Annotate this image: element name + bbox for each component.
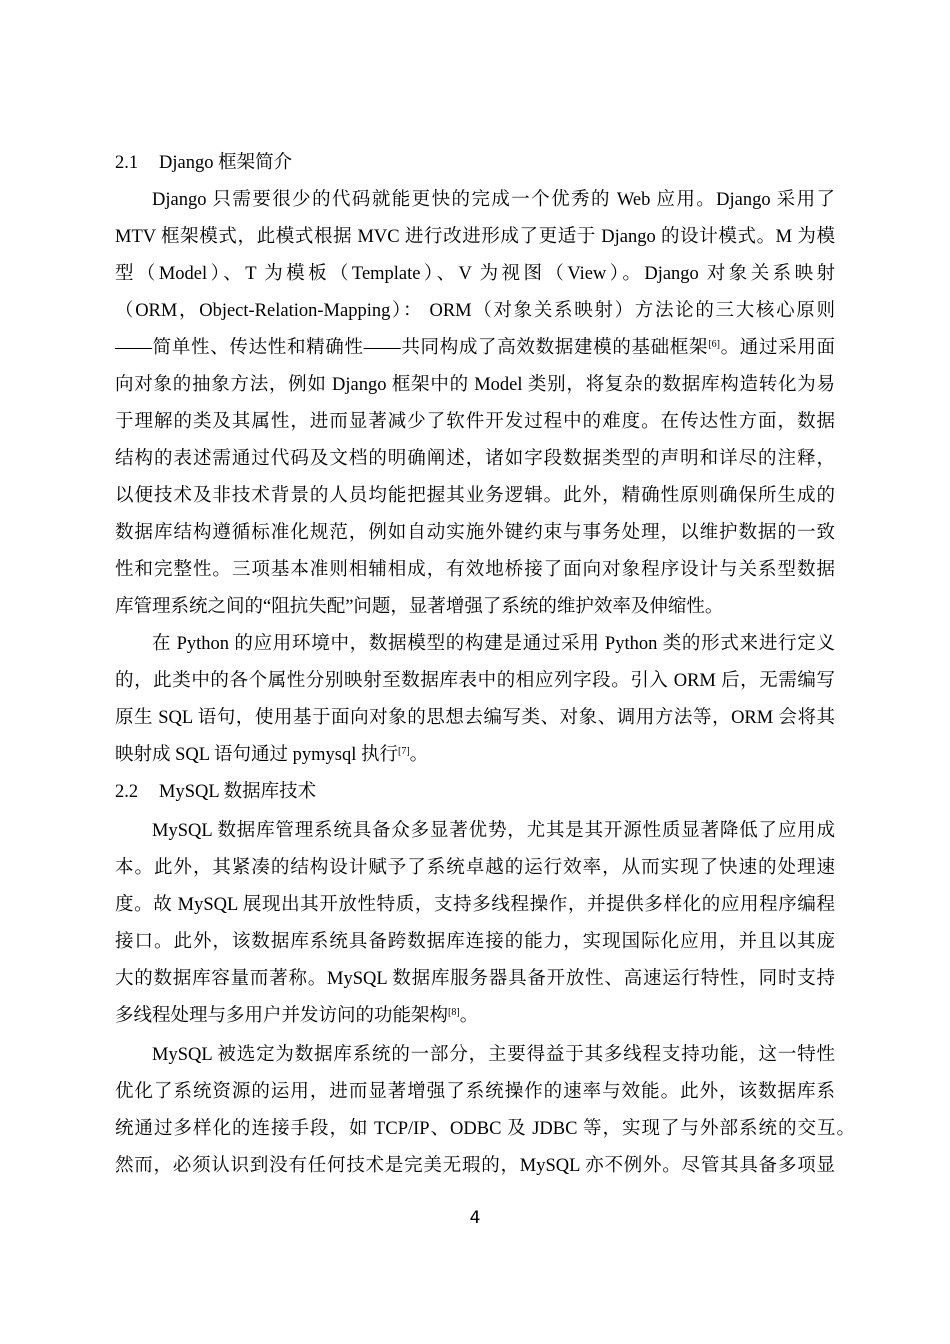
section-number: 2.2: [115, 782, 139, 802]
paragraph-line: Django 只需要很少的代码就能更快的完成一个优秀的 Web 应用。Django 采用了: [152, 190, 835, 210]
paragraph-line: 接口。此外，该数据库系统具备跨数据库连接的能力，实现国际化应用，并且以其庞: [115, 932, 835, 952]
citation-7: [7]: [398, 746, 410, 757]
paragraph-line: MTV 框架模式，此模式根据 MVC 进行改进形成了更适于 Django 的设计模式。M 为模: [115, 227, 835, 247]
paragraph-line: 结构的表述需通过代码及文档的明确阐述，诸如字段数据类型的声明和详尽的注释，: [115, 449, 835, 469]
paragraph-line: [115, 330, 835, 367]
citation-6: [6]: [708, 339, 720, 350]
paragraph-line: 的，此类中的各个属性分别映射至数据库表中的相应列字段。引入 ORM 后，无需编写: [115, 671, 835, 691]
page-number: 4: [469, 1208, 481, 1228]
section-heading-2-2: [115, 774, 316, 811]
paragraph-line: 然而，必须认识到没有任何技术是完美无瑕的，MySQL 亦不例外。尽管其具备多项显: [115, 1156, 835, 1176]
paragraph-line: 性和完整性。三项基本准则相辅相成，有效地桥接了面向对象程序设计与关系型数据: [115, 560, 835, 580]
paragraph-line: 大的数据库容量而著称。MySQL 数据库服务器具备开放性、高速运行特性，同时支持: [115, 969, 835, 989]
paragraph-line: 库管理系统之间的“阻抗失配”问题，显著增强了系统的维护效率及伸缩性。: [115, 597, 724, 617]
line-text: 映射成 SQL 语句通过 pymysql 执行: [115, 745, 398, 765]
paragraph-line: 统通过多样化的连接手段，如 TCP/IP、ODBC 及 JDBC 等，实现了与外部系统的交互。: [115, 1119, 855, 1139]
paragraph-line: 在 Python 的应用环境中，数据模型的构建是通过采用 Python 类的形式来进行定义: [152, 634, 835, 654]
section-heading-2-1: [115, 145, 292, 182]
line-text: 。: [459, 1006, 479, 1026]
paragraph-line: 于理解的类及其属性，进而显著减少了软件开发过程中的难度。在传达性方面，数据: [115, 412, 835, 432]
paragraph-line: MySQL 数据库管理系统具备众多显著优势，尤其是其开源性质显著降低了应用成: [152, 821, 835, 841]
citation-8: [8]: [448, 1007, 460, 1018]
paragraph-line: 型（Model）、T 为模板（Template）、V 为视图（View）。Django 对象关系映射: [115, 264, 835, 284]
paragraph-line: [115, 737, 835, 774]
line-text: ——简单性、传达性和精确性——共同构成了高效数据建模的基础框架: [115, 338, 709, 358]
line-text: 。通过采用面: [719, 338, 835, 358]
paragraph-line: 向对象的抽象方法，例如 Django 框架中的 Model 类别，将复杂的数据库构造转化为易: [115, 375, 835, 395]
paragraph-line: 度。故 MySQL 展现出其开放性特质，支持多线程操作，并提供多样化的应用程序编程: [115, 895, 835, 915]
section-title: Django 框架简介: [159, 153, 293, 173]
paragraph-line: MySQL 被选定为数据库系统的一部分，主要得益于其多线程支持功能，这一特性: [152, 1045, 835, 1065]
section-number: 2.1: [115, 153, 139, 173]
paragraph-line: （ORM，Object-Relation-Mapping）： ORM（对象关系映射）方法论的三大核心原则: [115, 301, 835, 321]
line-text: 多线程处理与多用户并发访问的功能架构: [115, 1006, 449, 1026]
paragraph-line: 数据库结构遵循标准化规范，例如自动实施外键约束与事务处理，以维护数据的一致: [115, 523, 835, 543]
line-text: 。: [409, 745, 429, 765]
paragraph-line: 优化了系统资源的运用，进而显著增强了系统操作的速率与效能。此外，该数据库系: [115, 1082, 835, 1102]
section-title: MySQL 数据库技术: [159, 782, 317, 802]
paragraph-line: 本。此外，其紧凑的结构设计赋予了系统卓越的运行效率，从而实现了快速的处理速: [115, 858, 835, 878]
paragraph-line: 以便技术及非技术背景的人员均能把握其业务逻辑。此外，精确性原则确保所生成的: [115, 486, 835, 506]
paragraph-line: 原生 SQL 语句，使用基于面向对象的思想去编写类、对象、调用方法等，ORM 会将其: [115, 708, 835, 728]
paragraph-line: [115, 998, 835, 1035]
